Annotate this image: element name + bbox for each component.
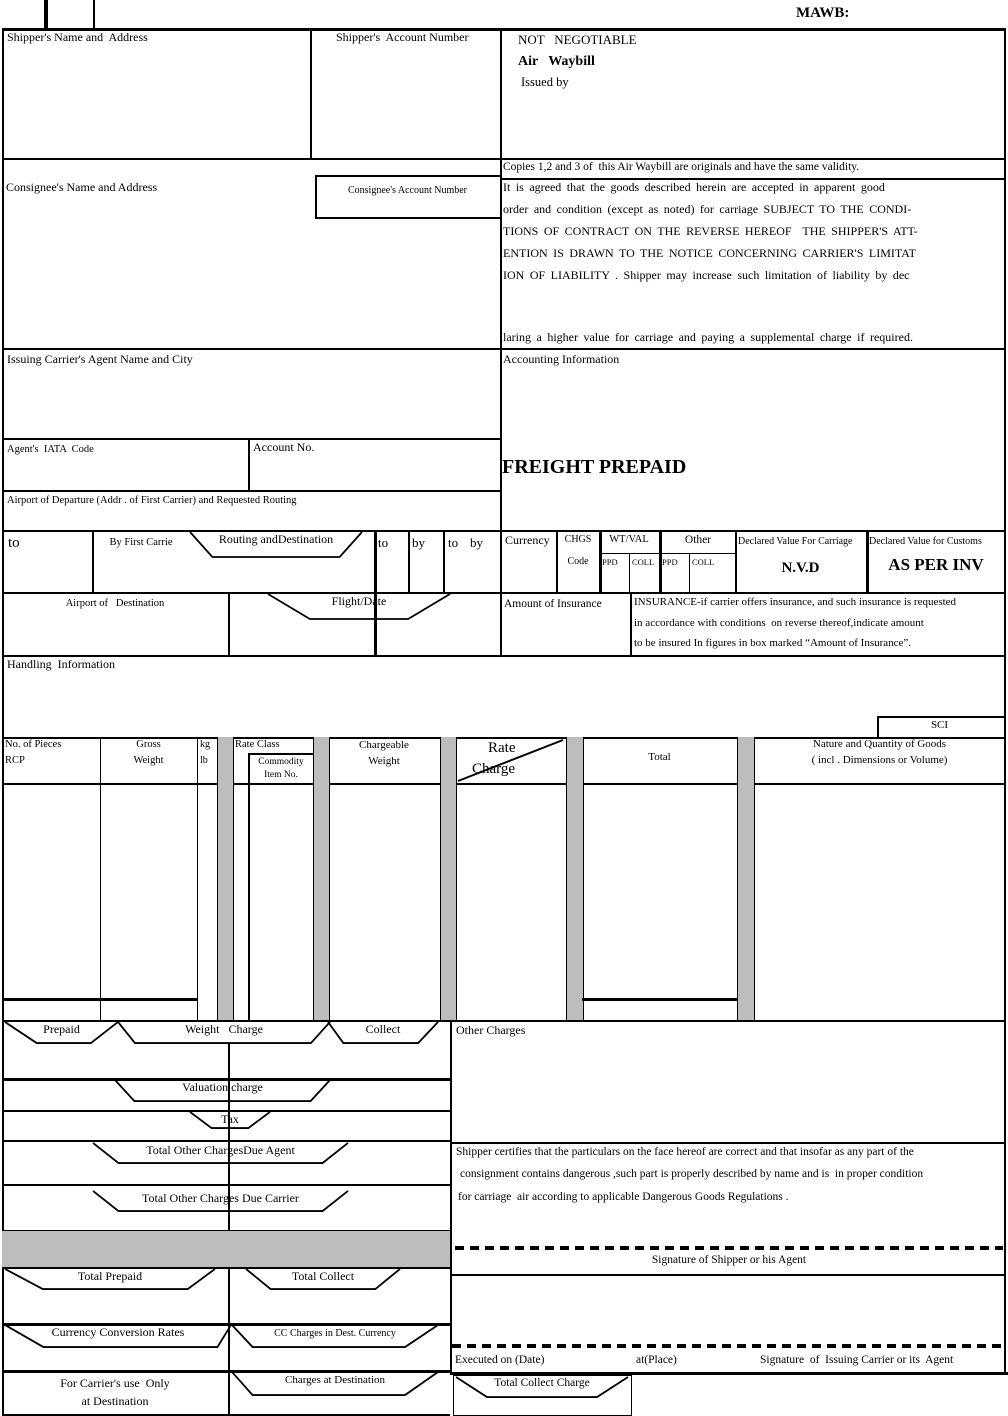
due-carrier-label: Total Other Charges Due Carrier xyxy=(142,1191,299,1205)
agent-name-label: Issuing Carrier's Agent Name and City xyxy=(7,352,193,366)
weight-charge-banner[interactable] xyxy=(118,1021,330,1044)
declared-value-carriage-value: N.V.D xyxy=(781,560,820,576)
flight-date-label: Flight/Date xyxy=(331,594,387,608)
divider xyxy=(877,716,1006,718)
carrier-use-label-1: For Carrier's use Only xyxy=(60,1376,170,1390)
consignee-name-field[interactable] xyxy=(4,200,309,345)
awb-number-tick-2 xyxy=(93,0,95,28)
conditions-line2: order and condition (except as noted) for carriage SUBJECT TO THE CONDI- xyxy=(503,202,912,216)
mawb-label: MAWB: xyxy=(796,5,850,21)
chgs-label: CHGS xyxy=(564,534,592,545)
handling-information-field[interactable] xyxy=(4,675,864,733)
divider xyxy=(228,592,230,655)
airport-destination-label: Airport of Destination xyxy=(65,598,165,609)
awb-number-tick-1 xyxy=(44,0,48,28)
currency-conversion-label: Currency Conversion Rates xyxy=(51,1325,185,1339)
air-waybill-title: Air Waybill xyxy=(518,54,595,69)
divider xyxy=(450,1020,452,1372)
conditions-line6: laring a higher value for carriage and paying a supplemental charge if required. xyxy=(503,330,913,344)
other-label: Other xyxy=(684,534,712,546)
divider xyxy=(248,753,313,755)
shipper-signature-label: Signature of Shipper or his Agent xyxy=(651,1254,807,1266)
divider xyxy=(248,438,250,490)
divider xyxy=(408,530,410,592)
declared-value-customs-value: AS PER INV xyxy=(888,555,984,574)
issued-by-field[interactable] xyxy=(575,76,995,151)
divider xyxy=(2,490,500,492)
total-collect-charge-banner[interactable] xyxy=(456,1376,628,1398)
routing-by2-label: by xyxy=(412,535,425,550)
subtotal-rule-left xyxy=(2,998,197,1001)
certification-line1: Shipper certifies that the particulars on the face hereof are correct and that insofar as any part of the xyxy=(456,1146,914,1158)
carrier-use-label-2: at Destination xyxy=(81,1394,149,1408)
valuation-charge-banner[interactable] xyxy=(115,1079,330,1102)
consignee-name-label: Consignee's Name and Address xyxy=(6,180,158,194)
charges-at-destination-label: Charges at Destination xyxy=(285,1374,385,1386)
col-rate-label: Rate xyxy=(488,740,516,756)
conditions-line4: ENTION IS DRAWN TO THE NOTICE CONCERNING CARRIER'S LIMITAT xyxy=(503,246,916,260)
total-prepaid-banner[interactable] xyxy=(5,1268,215,1290)
shipper-signature-line[interactable] xyxy=(455,1246,1003,1250)
routing-to1-label: to xyxy=(8,535,20,551)
total-collect-charge-label: Total Collect Charge xyxy=(494,1377,590,1389)
col-rate-class-label: Rate Class xyxy=(235,739,280,750)
col-commodity-label-1: Commodity xyxy=(258,757,304,767)
cc-charges-banner[interactable] xyxy=(232,1324,438,1348)
other-ppd-label: PPD xyxy=(662,557,678,567)
divider xyxy=(2,438,500,440)
account-no-field[interactable] xyxy=(251,458,498,488)
col-chargeable-label-1: Chargeable xyxy=(359,739,409,751)
col-gross-label-1: Gross xyxy=(136,739,161,750)
accounting-value: FREIGHT PREPAID xyxy=(502,456,687,478)
divider xyxy=(315,175,317,218)
cc-charges-label: CC Charges in Dest. Currency xyxy=(274,1328,396,1339)
agent-iata-label: Agent's IATA Code xyxy=(7,444,94,455)
divider xyxy=(315,175,500,177)
divider xyxy=(629,553,630,592)
handling-information-label: Handling Information xyxy=(7,657,115,671)
chgs-code-label: Code xyxy=(567,556,589,567)
divider xyxy=(92,530,94,592)
gray-spacer-row xyxy=(2,1231,450,1267)
certification-line2: consignment contains dangerous ,such part is properly described by name and is in proper condition xyxy=(460,1168,924,1180)
total-collect-label: Total Collect xyxy=(291,1269,355,1283)
col-pieces-label-2: RCP xyxy=(5,755,25,766)
by-first-carrier-label: By First Carrie xyxy=(109,537,173,548)
other-charges-label: Other Charges xyxy=(456,1023,526,1037)
other-charges-field[interactable] xyxy=(453,1042,1003,1140)
routing-to3-label: to xyxy=(448,535,459,550)
currency-label: Currency xyxy=(505,533,550,547)
tax-label: Tax xyxy=(221,1112,239,1126)
airport-destination-field[interactable] xyxy=(4,615,226,653)
col-pieces-label-1: No. of Pieces xyxy=(5,739,62,750)
due-carrier-banner[interactable] xyxy=(93,1190,348,1212)
accounting-field[interactable] xyxy=(502,370,1004,455)
carrier-signature-label: Signature of Issuing Carrier or its Agent xyxy=(760,1354,954,1366)
divider xyxy=(443,530,445,592)
divider xyxy=(689,553,690,592)
issued-by-label: Issued by xyxy=(521,75,569,89)
weight-charge-label: Weight Charge xyxy=(185,1022,263,1036)
amount-of-insurance-label: Amount of Insurance xyxy=(504,598,602,610)
divider xyxy=(2,655,1006,657)
departure-label: Airport of Departure (Addr . of First Carrier) and Requested Routing xyxy=(7,495,297,506)
flight-date-banner[interactable] xyxy=(268,593,450,620)
wtval-label: WT/VAL xyxy=(609,534,649,545)
col-nature-label-1: Nature and Quantity of Goods xyxy=(812,738,947,750)
departure-field[interactable] xyxy=(4,508,498,528)
declared-value-carriage-label: Declared Value For Carriage xyxy=(738,536,853,547)
copies-note: Copies 1,2 and 3 of this Air Waybill are originals and have the same validity. xyxy=(503,161,860,173)
divider xyxy=(2,592,1006,594)
divider xyxy=(2,348,1006,350)
divider xyxy=(2,158,1006,160)
collect-label: Collect xyxy=(365,1022,401,1036)
col-total-label: Total xyxy=(648,751,671,763)
consignee-account-field[interactable] xyxy=(317,219,498,345)
shipper-name-field[interactable] xyxy=(4,48,308,156)
wtval-ppd-label: PPD xyxy=(602,557,618,567)
executed-on-label: Executed on (Date) xyxy=(455,1354,545,1366)
col-chargeable-label-2: Weight xyxy=(368,755,400,767)
prepaid-banner[interactable] xyxy=(5,1021,118,1044)
account-no-label: Account No. xyxy=(253,440,315,454)
agent-name-field[interactable] xyxy=(4,372,498,436)
prepaid-label: Prepaid xyxy=(43,1022,80,1036)
insurance-note-line3: to be insured In figures in box marked “Amount of Insurance”. xyxy=(634,637,912,649)
col-commodity-label-2: Item No. xyxy=(264,770,298,780)
divider xyxy=(630,592,632,655)
shipper-account-label: Shipper's Account Number xyxy=(336,30,469,44)
col-lb-label: lb xyxy=(200,755,208,766)
wtval-coll-label: COLL xyxy=(632,557,655,567)
routing-by3-label: by xyxy=(470,535,483,550)
insurance-note-line2: in accordance with conditions on reverse thereof,indicate amount xyxy=(634,617,924,629)
divider xyxy=(599,553,736,554)
shipper-account-field[interactable] xyxy=(313,48,498,156)
subtotal-rule-total xyxy=(582,998,737,1001)
goods-table-body[interactable] xyxy=(4,785,1004,998)
col-gross-label-2: Weight xyxy=(133,755,164,766)
charges-at-destination-banner[interactable] xyxy=(232,1371,438,1396)
total-prepaid-label: Total Prepaid xyxy=(77,1269,143,1283)
carrier-signature-line[interactable] xyxy=(452,1344,1004,1348)
currency-field[interactable] xyxy=(502,552,555,590)
tax-banner[interactable] xyxy=(190,1111,270,1129)
conditions-line3: TIONS OF CONTRACT ON THE REVERSE HEREOF THE SHIPPER'S ATT- xyxy=(503,224,918,238)
other-coll-label: COLL xyxy=(692,557,715,567)
certification-line3: for carriage air according to applicable Dangerous Goods Regulations . xyxy=(458,1191,789,1203)
shipper-name-label: Shipper's Name and Address xyxy=(7,30,148,44)
valuation-charge-label: Valuation charge xyxy=(182,1080,263,1094)
not-negotiable-label: NOT NEGOTIABLE xyxy=(518,32,637,47)
routing-to2-label: to xyxy=(378,535,389,550)
execution-field[interactable] xyxy=(453,1276,1003,1344)
declared-value-customs-label: Declared Value for Customs xyxy=(869,536,982,547)
due-agent-label: Total Other ChargesDue Agent xyxy=(146,1143,295,1157)
total-collect-banner[interactable] xyxy=(246,1268,400,1290)
divider xyxy=(450,1142,1006,1144)
insurance-note-line1: INSURANCE-if carrier offers insurance, and such insurance is requested xyxy=(634,596,957,608)
col-nature-label-2: ( incl . Dimensions or Volume) xyxy=(811,754,948,766)
sci-label: SCI xyxy=(930,719,949,731)
routing-to1-field[interactable] xyxy=(4,552,91,590)
col-kg-label: kg xyxy=(200,739,210,750)
routing-destination-label: Routing andDestination xyxy=(218,532,334,546)
border-right xyxy=(1004,28,1006,1374)
due-agent-banner[interactable] xyxy=(93,1142,348,1164)
accounting-label: Accounting Information xyxy=(503,352,620,366)
conditions-line5: ION OF LIABILITY . Shipper may increase such limitation of liability by dec xyxy=(503,268,910,282)
agent-iata-field[interactable] xyxy=(4,458,247,488)
divider xyxy=(310,28,312,158)
col-charge-label: Charge xyxy=(472,761,516,777)
routing-destination-banner[interactable] xyxy=(190,531,362,558)
currency-conversion-banner[interactable] xyxy=(5,1324,231,1348)
divider xyxy=(2,1184,450,1186)
divider xyxy=(2,530,1006,532)
conditions-line1: It is agreed that the goods described herein are accepted in apparent good xyxy=(503,180,885,194)
border-top xyxy=(2,28,1006,31)
consignee-account-label: Consignee's Account Number xyxy=(347,185,467,196)
at-place-label: at(Place) xyxy=(636,1354,677,1366)
amount-of-insurance-field[interactable] xyxy=(502,615,629,653)
collect-banner[interactable] xyxy=(328,1021,438,1044)
